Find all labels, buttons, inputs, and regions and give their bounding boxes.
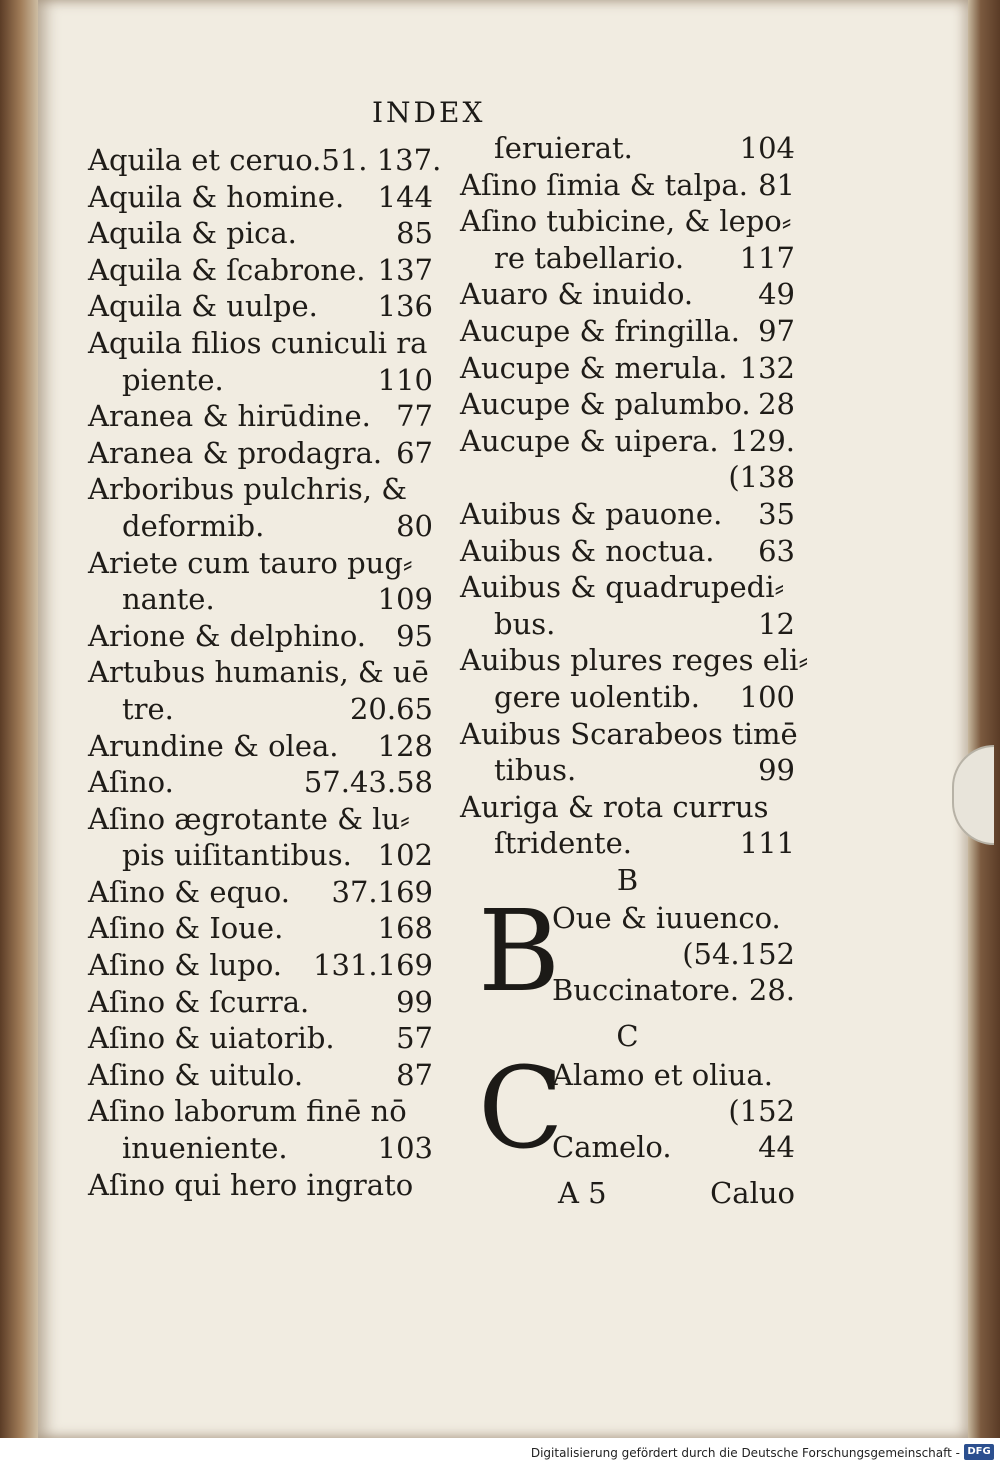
index-entry	[460, 569, 795, 606]
entry-text: Aſino.	[88, 765, 174, 800]
index-entry	[88, 837, 433, 874]
entry-text: Aſino tubicine, & lepo⸗	[460, 204, 792, 239]
entry-text: Auibus Scarabeos timē	[460, 716, 798, 751]
entry-text: Arione & delphino.	[88, 618, 366, 653]
entry-text: Aquila & pica.	[88, 216, 297, 251]
index-entry	[88, 362, 433, 399]
entry-number: 63	[758, 533, 795, 568]
index-entry	[88, 581, 433, 618]
entry-text: Alamo et oliua.	[552, 1058, 773, 1093]
entry-number: 49	[758, 277, 795, 312]
entry-text: Aſino ſimia & talpa.	[460, 167, 748, 202]
index-entry	[460, 459, 795, 496]
right-entries	[460, 130, 809, 862]
entry-text: Aſino & equo.	[88, 874, 290, 909]
entry-text: bus.	[494, 606, 556, 641]
entry-text: Aucupe & fringilla.	[460, 313, 740, 348]
entry-number: 99	[758, 753, 795, 788]
index-entry	[88, 508, 433, 545]
entry-number: 35	[758, 496, 795, 531]
index-entry	[88, 801, 433, 838]
entry-text: Buccinatore.	[552, 973, 740, 1008]
entry-number: 57.43.58	[303, 765, 433, 800]
page-edge	[968, 0, 1000, 1438]
entry-number: 95	[396, 618, 433, 653]
entry-text: inueniente.	[122, 1131, 288, 1166]
entry-text: ſtridente.	[494, 826, 632, 861]
index-entry	[88, 984, 433, 1021]
entry-text: Aucupe & uipera.	[460, 423, 719, 458]
signature-mark: A 5	[558, 1176, 607, 1211]
index-entry	[88, 764, 433, 801]
index-entry	[88, 325, 433, 362]
entry-text: Aſino & lupo.	[88, 948, 283, 983]
page-header: INDEX	[372, 96, 486, 129]
index-entry	[88, 215, 433, 252]
drop-cap-c: C	[478, 1044, 564, 1175]
entry-text: Camelo.	[552, 1130, 672, 1165]
entry-number: 111	[739, 826, 795, 861]
entry-number: 44	[758, 1130, 795, 1165]
entry-number: 77	[396, 399, 433, 434]
index-entry	[88, 288, 433, 325]
index-entry	[88, 1020, 433, 1057]
entry-number: 97	[758, 313, 795, 348]
entry-number: 131.169	[313, 948, 433, 983]
index-entry	[460, 203, 795, 240]
index-entry	[88, 545, 433, 582]
entry-text: deformib.	[122, 508, 265, 543]
entry-text: nante.	[122, 582, 215, 617]
entry-text: Aquila & homine.	[88, 179, 345, 214]
entry-text: Oue & iuuenco.	[552, 901, 781, 936]
entry-number: (152	[728, 1094, 795, 1129]
entry-number: 57	[396, 1021, 433, 1056]
entry-text: Aquila filios cuniculi ra	[88, 325, 428, 360]
index-entry	[460, 167, 795, 204]
dfg-logo: DFG	[964, 1444, 994, 1460]
index-entry	[460, 789, 795, 826]
section-heading-b: B	[616, 862, 639, 897]
entry-number: 80	[396, 508, 433, 543]
entry-number: 12	[758, 606, 795, 641]
entry-text: Arundine & olea.	[88, 728, 339, 763]
entry-text: piente.	[122, 362, 224, 397]
entry-number: 110	[377, 362, 433, 397]
entry-text: Auibus plures reges eli⸗	[460, 643, 809, 678]
index-entry	[88, 1093, 433, 1130]
signature-line	[460, 1175, 795, 1212]
entry-number: 81	[758, 167, 795, 202]
entry-text: Aranea & hirūdine.	[88, 399, 371, 434]
entry-text: Aſino qui hero ingrato	[88, 1167, 414, 1202]
index-entry	[460, 679, 795, 716]
entry-number: (138	[728, 460, 795, 495]
entry-text: Ariete cum tauro pug⸗	[88, 545, 413, 580]
index-entry	[460, 386, 795, 423]
index-entry	[88, 618, 433, 655]
index-entry	[88, 142, 442, 179]
entry-number: 28.	[748, 973, 795, 1008]
entry-text: Aſino & uiatorib.	[88, 1021, 335, 1056]
section-c	[460, 1044, 795, 1175]
entry-text: Aquila et ceruo.	[88, 143, 322, 177]
entry-text: tre.	[122, 691, 174, 726]
entry-number: 168	[377, 911, 433, 946]
entry-text: Aranea & prodagra.	[88, 435, 383, 470]
entry-number: 100	[739, 679, 795, 714]
index-entry	[88, 435, 433, 472]
index-entry	[460, 533, 795, 570]
index-entry	[88, 691, 433, 728]
entry-text: Aquila & uulpe.	[88, 289, 318, 324]
entry-number: 117	[739, 240, 795, 275]
entry-line	[552, 972, 795, 1009]
entry-text: Aſino & ſcurra.	[88, 984, 310, 1019]
entry-text: Aucupe & palumbo.	[460, 387, 751, 422]
index-entry	[88, 947, 433, 984]
index-entry	[460, 350, 795, 387]
entry-text: Auaro & inuido.	[460, 277, 694, 312]
index-entry	[460, 752, 795, 789]
entry-text: Aucupe & merula.	[460, 350, 728, 385]
entry-text: pis uiſitantibus.	[122, 838, 352, 873]
entry-text: Auibus & noctua.	[460, 533, 715, 568]
index-entry	[460, 606, 795, 643]
entry-number: 136	[377, 289, 433, 324]
entry-text: Aſino & uitulo.	[88, 1057, 304, 1092]
entry-text: Aſino & Ioue.	[88, 911, 284, 946]
index-entry	[460, 642, 809, 679]
entry-number: 128	[377, 728, 433, 763]
entry-text: ſeruierat.	[494, 131, 633, 165]
entry-number: 99	[396, 984, 433, 1019]
entry-text: Auibus & quadrupedi⸗	[460, 570, 785, 605]
entry-line	[552, 1129, 795, 1166]
entry-text: Artubus humanis, & uē	[88, 655, 429, 690]
index-entry	[88, 728, 433, 765]
entry-number: 104	[739, 131, 795, 165]
catchword: Caluo	[710, 1176, 795, 1211]
entry-text: Arboribus pulchris, &	[88, 472, 408, 507]
entry-number: 129.	[730, 423, 795, 458]
index-entry	[88, 654, 433, 691]
entry-text: Aſino ægrotante & lu⸗	[88, 801, 410, 836]
entry-number: 28	[758, 387, 795, 422]
entry-number: 102	[377, 838, 433, 873]
section-b	[460, 887, 795, 1018]
index-entry	[88, 1167, 433, 1204]
index-entry	[88, 179, 433, 216]
entry-number: 51. 137.	[321, 143, 442, 177]
index-entry	[460, 276, 795, 313]
entry-text: Aſino laborum finē nō	[88, 1094, 407, 1129]
footer-credit: Digitalisierung gefördert durch die Deutsche Forschungsgemeinschaft -	[530, 1446, 960, 1460]
entry-number: 144	[377, 179, 433, 214]
entry-text: gere uolentib.	[494, 679, 700, 714]
index-entry	[88, 252, 433, 289]
index-column-right	[460, 130, 809, 1212]
entry-number: 103	[377, 1131, 433, 1166]
index-entry	[88, 471, 433, 508]
entry-text: Auriga & rota currus	[460, 789, 769, 824]
entry-number: 132	[739, 350, 795, 385]
index-entry	[88, 1130, 433, 1167]
book-spine	[0, 0, 38, 1438]
index-entry	[460, 496, 795, 533]
section-heading-c: C	[616, 1019, 639, 1054]
entry-number: (54.152	[682, 937, 795, 972]
entry-number: 67	[396, 435, 433, 470]
index-entry	[88, 910, 433, 947]
drop-cap-b: B	[478, 887, 561, 1018]
index-entry	[88, 1057, 433, 1094]
entry-number: 109	[377, 582, 433, 617]
entry-text: tibus.	[494, 753, 577, 788]
entry-text: re tabellario.	[494, 240, 685, 275]
entry-text: Auibus & pauone.	[460, 496, 723, 531]
entry-number: 37.169	[331, 874, 433, 909]
index-entry	[460, 825, 795, 862]
index-entry	[460, 716, 798, 753]
index-entry	[88, 874, 433, 911]
index-column-left	[88, 142, 442, 1203]
entry-text: Aquila & ſcabrone.	[88, 252, 366, 287]
entry-number: 20.65	[349, 691, 433, 726]
entry-number: 85	[396, 216, 433, 251]
index-entry	[460, 423, 795, 460]
index-entry	[460, 130, 795, 167]
index-entry	[460, 313, 795, 350]
index-entry	[460, 240, 795, 277]
index-entry	[88, 398, 433, 435]
entry-number: 87	[396, 1057, 433, 1092]
entry-number: 137	[377, 252, 433, 287]
